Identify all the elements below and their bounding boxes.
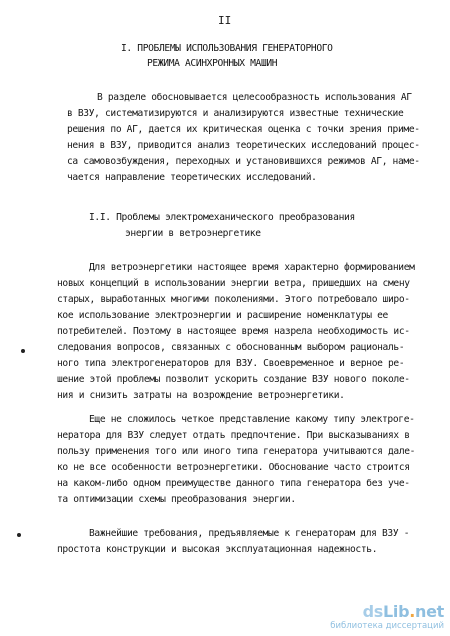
section-subheading-line-2: энергии в ветроэнергетике: [125, 228, 261, 239]
text-line: в ВЗУ, систематизируются и анализируются известные технические: [67, 108, 404, 119]
watermark: [326, 602, 444, 632]
page-number: II: [218, 14, 232, 27]
text-line: кое использование электроэнергии и расширение номенклатуры ее: [57, 310, 388, 321]
text-line: са самовозбуждения, переходных и установившихся режимов АГ, наме-: [67, 156, 420, 167]
watermark-subtitle: библиотека диссертаций: [330, 621, 444, 631]
text-line: решения по АГ, дается их критическая оценка с точки зрения приме-: [67, 124, 420, 135]
text-line: та оптимизации схемы преобразования энергии.: [57, 494, 296, 505]
text-line: новых концепций в использовании энергии ветра, пришедших на смену: [57, 278, 410, 289]
text-line: шение этой проблемы позволит ускорить создание ВЗУ нового поколе-: [57, 374, 410, 385]
text-line: нения в ВЗУ, приводится анализ теоретических исследований процес-: [67, 140, 420, 151]
chapter-heading-line-2: РЕЖИМА АСИНХРОННЫХ МАШИН: [147, 58, 278, 69]
watermark-logo: dsLib.net: [362, 602, 444, 621]
text-line: ко не все особенности ветроэнергетики. Обоснование часто строится: [57, 462, 410, 473]
section-subheading-line-1: I.I. Проблемы электромеханического преобразования: [89, 212, 355, 223]
text-line: Для ветроэнергетики настоящее время характерно формированием: [89, 262, 415, 273]
scan-speck: [21, 349, 25, 353]
text-line: ния и снизить затраты на возрождение ветроэнергетики.: [57, 390, 345, 401]
text-line: старых, выработанных многими поколениями. Этого потребовало широ-: [57, 294, 410, 305]
text-line: потребителей. Поэтому в настоящее время назрела необходимость ис-: [57, 326, 410, 337]
text-line: Важнейшие требования, предъявляемые к генераторам для ВЗУ -: [89, 528, 410, 539]
text-line: следования вопросов, связанных с обоснованным выбором рациональ-: [57, 342, 405, 353]
text-line: нератора для ВЗУ следует отдать предпочтение. При высказываниях в: [57, 430, 410, 441]
text-line: чается направление теоретических исследований.: [67, 172, 317, 183]
text-line: Еще не сложилось четкое представление какому типу электроге-: [89, 414, 415, 425]
text-line: В разделе обосновывается целесообразность использования АГ: [97, 92, 412, 103]
text-line: ного типа электрогенераторов для ВЗУ. Своевременное и верное ре-: [57, 358, 405, 369]
text-line: пользу применения того или иного типа генератора учитываются дале-: [57, 446, 416, 457]
text-line: на каком-либо одном преимуществе данного типа генератора без уче-: [57, 478, 410, 489]
chapter-heading-line-1: I. ПРОБЛЕМЫ ИСПОЛЬЗОВАНИЯ ГЕНЕРАТОРНОГО: [121, 43, 333, 54]
scan-speck: [17, 533, 21, 537]
text-line: простота конструкции и высокая эксплуатационная надежность.: [57, 544, 378, 555]
